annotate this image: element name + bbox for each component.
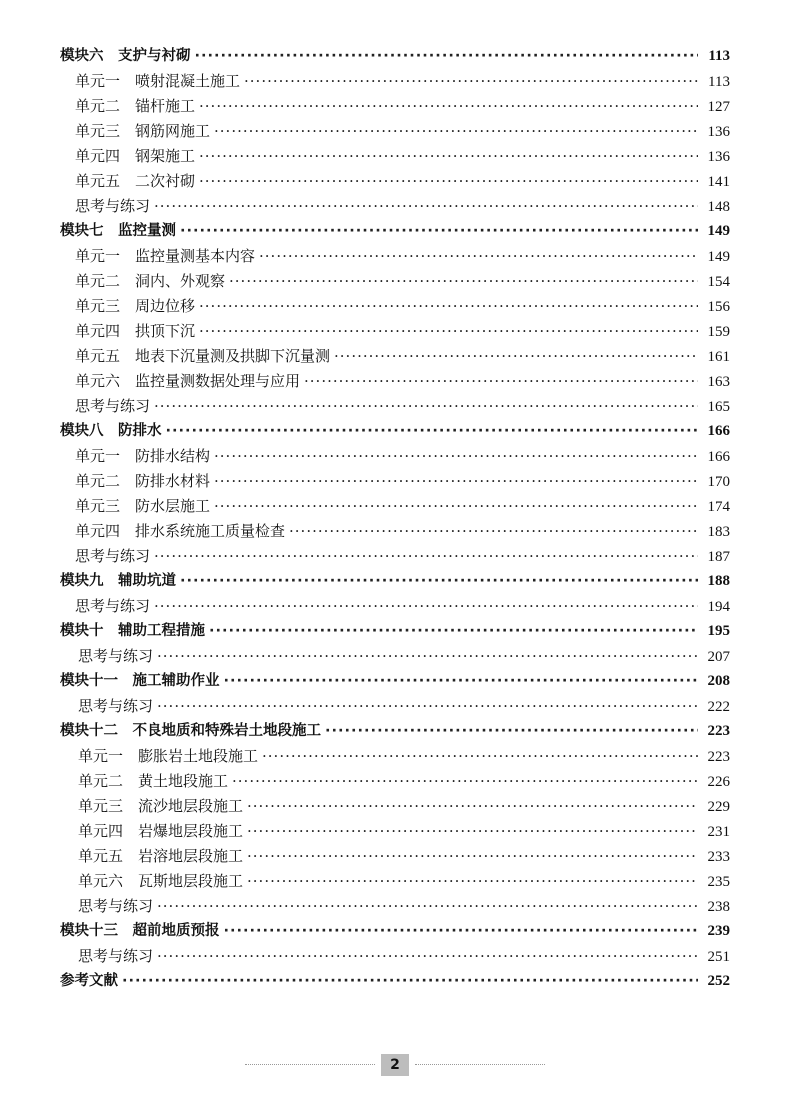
toc-entry-title: 模块七 监控量测: [60, 223, 176, 239]
toc-module-entry: [0, 719, 790, 744]
dot-leader: [199, 319, 698, 344]
toc-unit-entry: [0, 369, 790, 394]
toc-page-number: 188: [707, 573, 730, 589]
toc-unit-entry: [0, 694, 790, 719]
toc-unit-entry: [0, 869, 790, 894]
toc-page-number: 222: [707, 699, 730, 715]
dot-leader: [334, 344, 698, 369]
toc-unit-entry: [0, 544, 790, 569]
dot-leader: [244, 69, 698, 94]
toc-module-entry: [0, 619, 790, 644]
toc-entry-title: 模块八 防排水: [60, 423, 162, 439]
dot-leader: [157, 894, 698, 919]
toc-page-number: 154: [707, 274, 730, 290]
toc-page-number: 166: [707, 423, 730, 439]
toc-entry-title: 模块九 辅助坑道: [60, 573, 176, 589]
table-of-contents: [0, 44, 790, 994]
toc-entry-title: 单元一 喷射混凝土施工: [75, 72, 241, 90]
dot-leader: [157, 694, 698, 719]
toc-page-number: 207: [707, 649, 730, 665]
toc-page-number: 223: [707, 749, 730, 765]
toc-unit-entry: [0, 894, 790, 919]
toc-unit-entry: [0, 519, 790, 544]
toc-entry-title: 单元二 防排水材料: [75, 472, 211, 490]
toc-entry-title: 单元四 拱顶下沉: [75, 322, 196, 340]
toc-page-number: 156: [707, 299, 730, 315]
toc-entry-title: 单元三 防水层施工: [75, 497, 211, 515]
toc-entry-title: 单元一 防排水结构: [75, 447, 211, 465]
toc-page-number: 195: [707, 623, 730, 639]
toc-entry-title: 思考与练习: [75, 547, 151, 565]
toc-page-number: 238: [707, 899, 730, 915]
dot-leader: [247, 844, 698, 869]
dot-leader: [180, 569, 698, 594]
dot-leader: [232, 769, 698, 794]
toc-unit-entry: [0, 644, 790, 669]
toc-page-number: 136: [707, 149, 730, 165]
toc-page-number: 148: [707, 199, 730, 215]
toc-unit-entry: [0, 269, 790, 294]
toc-module-entry: [0, 419, 790, 444]
toc-page-number: 166: [707, 449, 730, 465]
toc-page-number: 194: [707, 599, 730, 615]
dot-leader: [247, 869, 698, 894]
toc-entry-title: 单元二 黄土地段施工: [78, 772, 229, 790]
toc-page-number: 149: [707, 249, 730, 265]
toc-unit-entry: [0, 469, 790, 494]
toc-page-number: 174: [707, 499, 730, 515]
toc-unit-entry: [0, 769, 790, 794]
toc-entry-title: 单元三 周边位移: [75, 297, 196, 315]
dot-leader: [259, 244, 698, 269]
toc-unit-entry: [0, 319, 790, 344]
toc-entry-title: 思考与练习: [75, 197, 151, 215]
toc-page-number: 226: [707, 774, 730, 790]
toc-entry-title: 单元一 监控量测基本内容: [75, 247, 256, 265]
dot-leader: [209, 619, 698, 644]
toc-page-number: 113: [708, 48, 730, 64]
toc-unit-entry: [0, 494, 790, 519]
dot-leader: [154, 394, 698, 419]
toc-unit-entry: [0, 594, 790, 619]
toc-unit-entry: [0, 844, 790, 869]
toc-module-entry: [0, 669, 790, 694]
toc-page-number: 136: [707, 124, 730, 140]
dot-leader: [214, 444, 698, 469]
toc-entry-title: 单元四 排水系统施工质量检查: [75, 522, 286, 540]
dot-leader: [199, 94, 698, 119]
dot-leader: [122, 969, 698, 994]
dot-leader: [157, 944, 698, 969]
toc-page-number: 170: [707, 474, 730, 490]
toc-entry-title: 参考文献: [60, 973, 118, 989]
toc-module-entry: [0, 919, 790, 944]
toc-page-number: 208: [707, 673, 730, 689]
toc-module-entry: [0, 969, 790, 994]
dot-leader: [166, 419, 699, 444]
toc-entry-title: 单元三 钢筋网施工: [75, 122, 211, 140]
footer-rule-left: [245, 1064, 375, 1066]
toc-module-entry: [0, 569, 790, 594]
toc-entry-title: 思考与练习: [78, 897, 154, 915]
dot-leader: [304, 369, 698, 394]
page-number-badge: 2: [381, 1054, 409, 1076]
toc-entry-title: 单元五 二次衬砌: [75, 172, 196, 190]
toc-entry-title: 模块十三 超前地质预报: [60, 923, 220, 939]
toc-page-number: 127: [707, 99, 730, 115]
toc-entry-title: 思考与练习: [75, 597, 151, 615]
dot-leader: [154, 544, 698, 569]
toc-entry-title: 单元四 岩爆地层段施工: [78, 822, 244, 840]
toc-unit-entry: [0, 819, 790, 844]
toc-page-number: 161: [707, 349, 730, 365]
toc-unit-entry: [0, 794, 790, 819]
toc-page-number: 163: [707, 374, 730, 390]
toc-page-number: 239: [707, 923, 730, 939]
toc-page-number: 251: [707, 949, 730, 965]
toc-module-entry: [0, 219, 790, 244]
toc-entry-title: 单元二 洞内、外观察: [75, 272, 226, 290]
toc-entry-title: 单元四 钢架施工: [75, 147, 196, 165]
toc-entry-title: 模块十 辅助工程措施: [60, 623, 205, 639]
dot-leader: [247, 794, 698, 819]
toc-unit-entry: [0, 944, 790, 969]
toc-entry-title: 模块六 支护与衬砌: [60, 48, 191, 64]
dot-leader: [325, 719, 698, 744]
dot-leader: [199, 169, 698, 194]
page-footer: [0, 1054, 790, 1076]
toc-module-entry: [0, 44, 790, 69]
toc-unit-entry: [0, 294, 790, 319]
dot-leader: [214, 494, 698, 519]
toc-entry-title: 单元二 锚杆施工: [75, 97, 196, 115]
toc-page-number: 187: [707, 549, 730, 565]
footer-rule-right: [415, 1064, 545, 1066]
toc-unit-entry: [0, 69, 790, 94]
dot-leader: [289, 519, 698, 544]
toc-page-number: 231: [707, 824, 730, 840]
toc-page-number: 141: [707, 174, 730, 190]
toc-entry-title: 模块十二 不良地质和特殊岩土地段施工: [60, 723, 321, 739]
toc-unit-entry: [0, 194, 790, 219]
toc-page-number: 235: [707, 874, 730, 890]
dot-leader: [262, 744, 698, 769]
toc-entry-title: 模块十一 施工辅助作业: [60, 673, 220, 689]
toc-page-number: 149: [707, 223, 730, 239]
toc-page-number: 183: [707, 524, 730, 540]
dot-leader: [229, 269, 698, 294]
toc-unit-entry: [0, 119, 790, 144]
toc-entry-title: 单元六 监控量测数据处理与应用: [75, 372, 301, 390]
toc-entry-title: 单元五 岩溶地层段施工: [78, 847, 244, 865]
toc-page-number: 223: [707, 723, 730, 739]
toc-unit-entry: [0, 744, 790, 769]
dot-leader: [195, 44, 699, 69]
toc-unit-entry: [0, 394, 790, 419]
toc-page-number: 252: [707, 973, 730, 989]
toc-entry-title: 单元一 膨胀岩土地段施工: [78, 747, 259, 765]
toc-entry-title: 思考与练习: [78, 947, 154, 965]
toc-page-number: 159: [707, 324, 730, 340]
toc-unit-entry: [0, 144, 790, 169]
toc-unit-entry: [0, 344, 790, 369]
dot-leader: [199, 144, 698, 169]
toc-page-number: 233: [707, 849, 730, 865]
dot-leader: [180, 219, 698, 244]
toc-entry-title: 单元三 流沙地层段施工: [78, 797, 244, 815]
toc-page-number: 113: [708, 74, 730, 90]
dot-leader: [247, 819, 698, 844]
toc-unit-entry: [0, 444, 790, 469]
dot-leader: [214, 469, 698, 494]
dot-leader: [199, 294, 698, 319]
toc-entry-title: 单元六 瓦斯地层段施工: [78, 872, 244, 890]
toc-entry-title: 思考与练习: [78, 697, 154, 715]
toc-page-number: 229: [707, 799, 730, 815]
dot-leader: [224, 919, 699, 944]
toc-page-number: 165: [707, 399, 730, 415]
dot-leader: [214, 119, 698, 144]
toc-entry-title: 思考与练习: [75, 397, 151, 415]
toc-entry-title: 思考与练习: [78, 647, 154, 665]
dot-leader: [154, 594, 698, 619]
dot-leader: [157, 644, 698, 669]
toc-unit-entry: [0, 94, 790, 119]
toc-unit-entry: [0, 244, 790, 269]
toc-unit-entry: [0, 169, 790, 194]
dot-leader: [224, 669, 699, 694]
toc-entry-title: 单元五 地表下沉量测及拱脚下沉量测: [75, 347, 331, 365]
dot-leader: [154, 194, 698, 219]
